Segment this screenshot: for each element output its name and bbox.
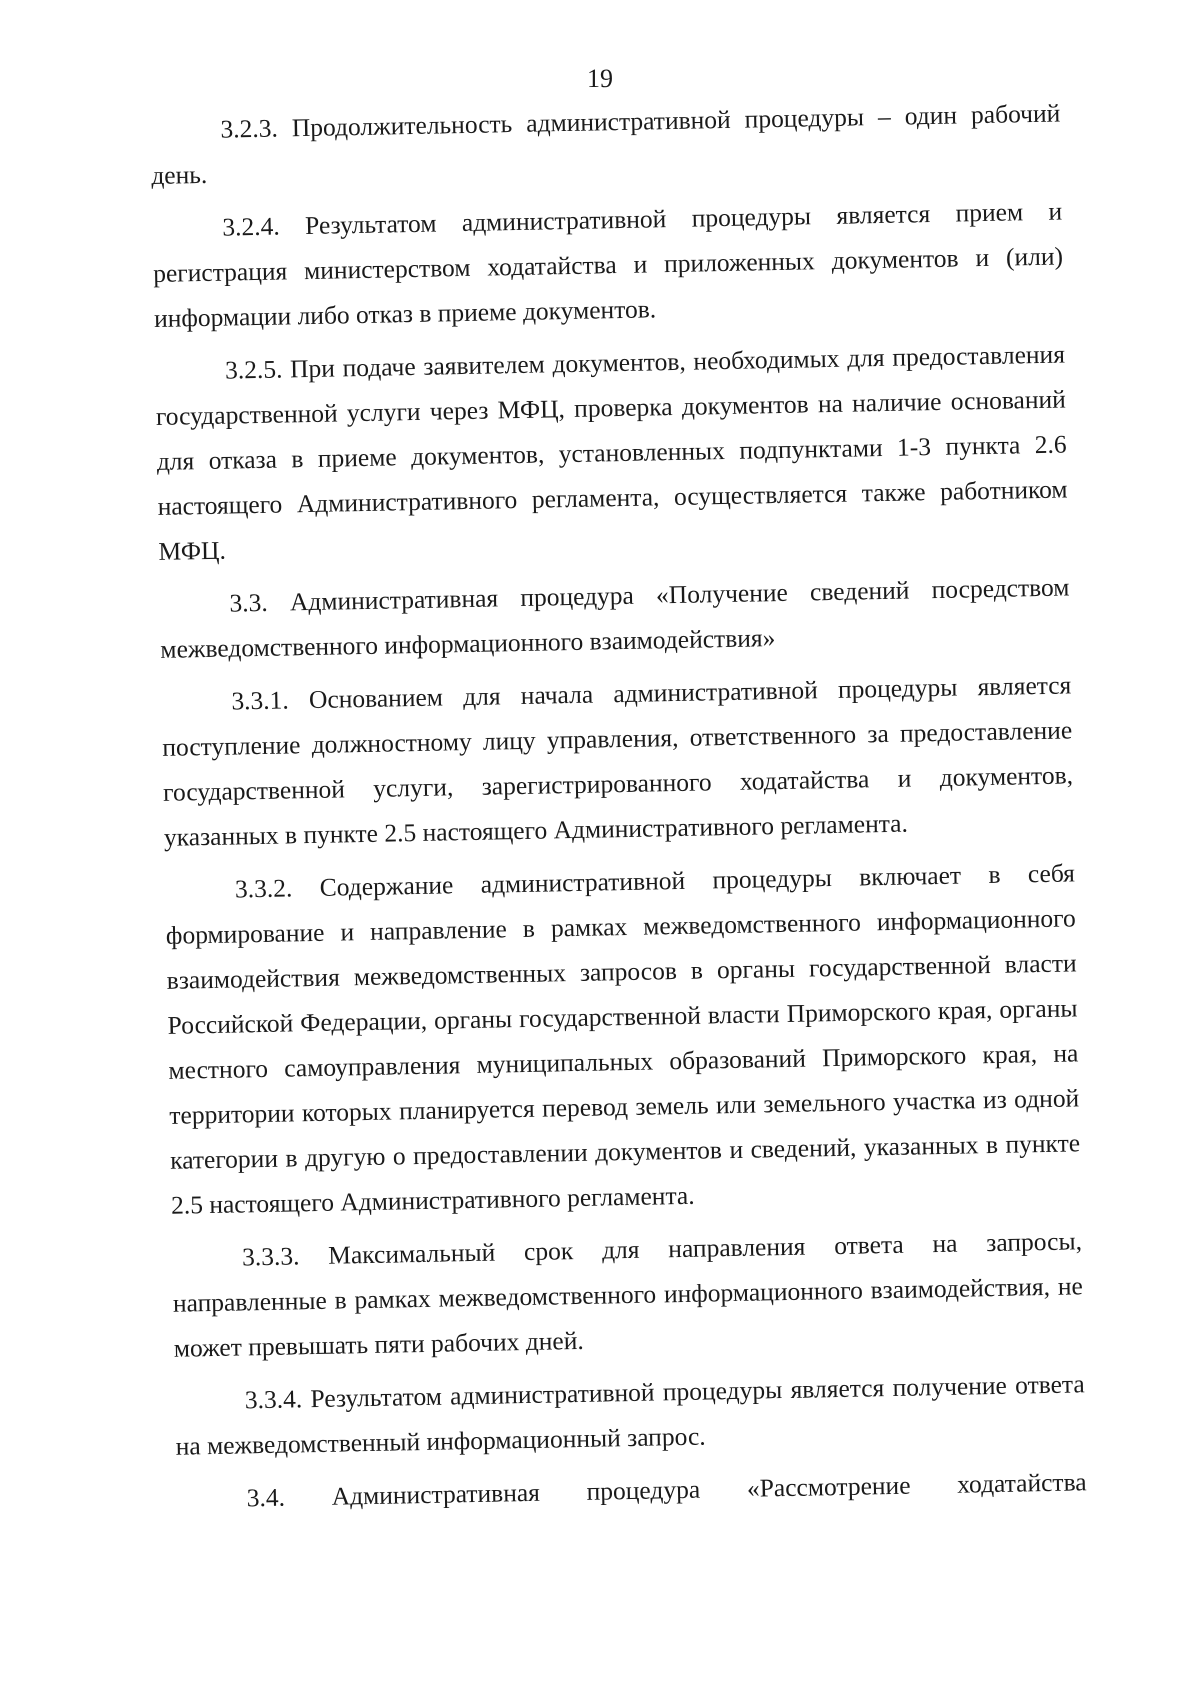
page-number: 19 [587, 64, 613, 93]
section-heading-3-4: 3.4. Административная процедура «Рассмотрение ходатайства [246, 1467, 1087, 1513]
paragraph-3-2-4: 3.2.4. Результатом административной процедуры является прием и регистрация министерством ходатайства и приложенных документов и (или) информации либо отказ в приеме документов. [152, 196, 1064, 333]
paragraph-3-3-1: 3.3.1. Основанием для начала административной процедуры является поступление должностному лицу управления, ответственного за предоставление государственной услуги, зарегистрированного ходатайства и документов, указанных в пункте 2.5 настоящего Административного регламента. [161, 670, 1074, 852]
document-body [150, 91, 1087, 1522]
paragraph-3-3-2: 3.3.2. Содержание административной процедуры включает в себя формирование и направление в рамках межведомственного информационного взаимодействия межведомственных запросов в органы государственной власти Российской Федерации, органы государственной власти Приморского края, органы местного самоуправления муниципальных образований Приморского края, на территории которых планируется перевод земель или земельного участка из одной категории в другую о предоставлении документов и сведений, указанных в пункте 2.5 настоящего Административного регламента. [165, 858, 1081, 1220]
paragraph-3-3-4: 3.3.4. Результатом административной процедуры является получение ответа на межведомственный информационный запрос. [175, 1369, 1085, 1461]
section-heading-3-3: 3.3. Административная процедура «Получение сведений посредством межведомственного информационного взаимодействия» [160, 572, 1070, 664]
paragraph-3-2-5: 3.2.5. При подаче заявителем документов, необходимых для предоставления государственной услуги через МФЦ, проверка документов на наличие оснований для отказа в приеме документов, установленных подпунктами 1-3 пункта 2.6 настоящего Административного регламента, осуществляется также работником МФЦ. [155, 339, 1068, 566]
paragraph-3-2-3: 3.2.3. Продолжительность административной процедуры – один рабочий день. [151, 98, 1061, 190]
paragraph-3-3-3: 3.3.3. Максимальный срок для направления ответа на запросы, направленные в рамках межведомственного информационного взаимодействия, не может превышать пяти рабочих дней. [172, 1226, 1084, 1363]
